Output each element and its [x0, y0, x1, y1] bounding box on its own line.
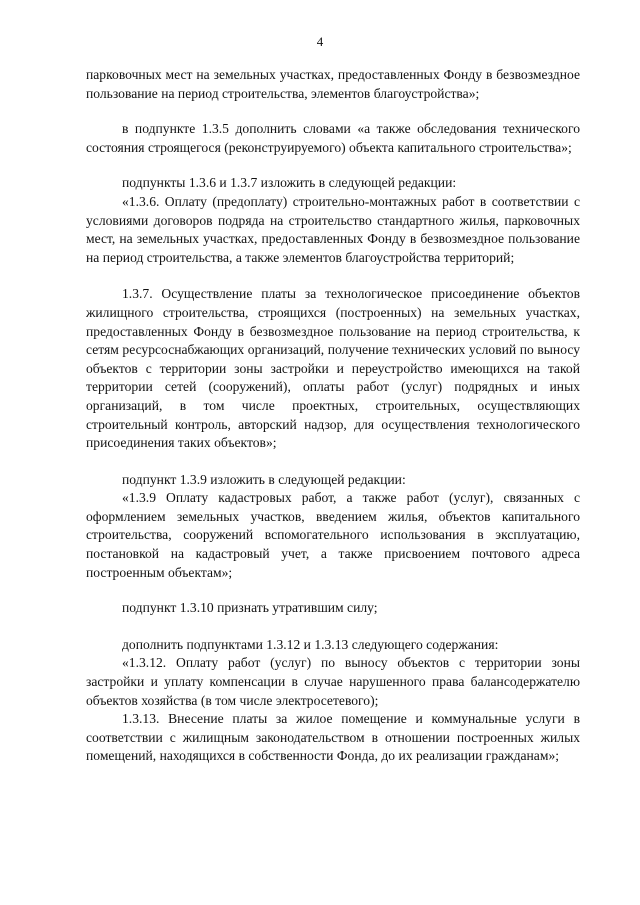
- document-body: [86, 66, 580, 766]
- paragraph-amend-1-3-5: в подпункте 1.3.5 дополнить словами «а также обследования технического состояния строящегося (реконструируемого) объекта капитального строительства»;: [86, 121, 580, 155]
- paragraph-1-3-6: «1.3.6. Оплату (предоплату) строительно-монтажных работ в соответствии с условиями договоров подряда на строительство стандартного жилья, парковочных мест, на земельных участках, предоставленных Фонду в безвозмездное пользование на период строительства, а также элементов благоустройства территорий;: [86, 193, 580, 265]
- paragraph-1-3-13: 1.3.13. Внесение платы за жилое помещение и коммунальные услуги в соответствии с жилищным законодательством в отношении построенных жилых помещений, находящихся в собственности Фонда, до их реализации гражданам»;: [86, 711, 580, 764]
- paragraph-1-3-12: «1.3.12. Оплату работ (услуг) по выносу объектов с территории зоны застройки и уплату компенсации в случае нарушенного права балансодержателю объектов хозяйства (в том числе электросетевого);: [86, 655, 580, 708]
- paragraph-continuation: парковочных мест на земельных участках, предоставленных Фонду в безвозмездное пользование на период строительства, элементов благоустройства»;: [86, 67, 580, 101]
- paragraph-intro-1-3-12-1-3-13: дополнить подпунктами 1.3.12 и 1.3.13 следующего содержания:: [122, 636, 499, 652]
- paragraph-intro-1-3-6-1-3-7: подпункты 1.3.6 и 1.3.7 изложить в следующей редакции:: [122, 175, 457, 191]
- page-number: 4: [316, 34, 324, 49]
- paragraph-intro-1-3-9: подпункт 1.3.9 изложить в следующей редакции:: [122, 471, 406, 487]
- paragraph-1-3-7: 1.3.7. Осуществление платы за технологическое присоединение объектов жилищного строительства, строящихся (построенных) на земельных участках, предоставленных Фонду в безвозмездное пользование на период строительства, к сетям ресурсоснабжающих организаций, получение технических условий по выносу объектов с территории зоны застройки и переустройство имеющихся на такой территории сетей (сооружений), оплаты работ (услуг) подрядных и иных организаций, в том числе проектных, строительных, осуществляющих строительный контроль, авторский надзор, для осуществления технологического присоединения таких объектов»;: [86, 286, 580, 451]
- paragraph-1-3-10: подпункт 1.3.10 признать утратившим силу;: [122, 600, 378, 616]
- paragraph-1-3-9: «1.3.9 Оплату кадастровых работ, а также работ (услуг), связанных с оформлением земельных участков, введением жилья, объектов капитального строительства, сооружений вспомогательного использования в эксплуатацию, постановкой на кадастровый учет, а также присвоением почтового адреса построенным объектам»;: [86, 490, 580, 580]
